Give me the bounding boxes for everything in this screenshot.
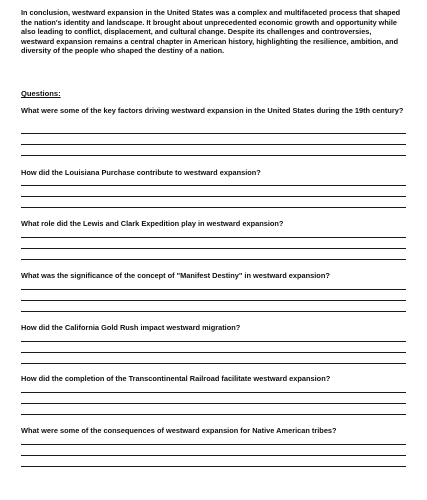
answer-line-6b[interactable] — [21, 403, 406, 404]
answer-line-3c[interactable] — [21, 259, 406, 260]
question-5 — [21, 323, 406, 333]
question-4 — [21, 271, 406, 281]
question-2-text: How did the Louisiana Purchase contribute to westward expansion? — [21, 168, 261, 177]
answer-line-3b[interactable] — [21, 248, 406, 249]
answer-line-2b[interactable] — [21, 196, 406, 197]
question-2 — [21, 168, 406, 178]
answer-line-7c[interactable] — [21, 466, 406, 467]
question-3 — [21, 219, 406, 229]
answer-line-5a[interactable] — [21, 341, 406, 342]
answer-line-2c[interactable] — [21, 207, 406, 208]
question-6-text: How did the completion of the Transcontinental Railroad facilitate westward expansion? — [21, 374, 331, 383]
answer-line-4b[interactable] — [21, 300, 406, 301]
question-1 — [21, 106, 406, 116]
questions-heading: Questions: — [21, 89, 61, 98]
answer-line-1a[interactable] — [21, 133, 406, 134]
answer-line-7b[interactable] — [21, 455, 406, 456]
question-7 — [21, 426, 406, 436]
answer-line-1c[interactable] — [21, 155, 406, 156]
answer-line-5b[interactable] — [21, 352, 406, 353]
answer-line-4a[interactable] — [21, 289, 406, 290]
answer-line-4c[interactable] — [21, 311, 406, 312]
answer-line-6c[interactable] — [21, 414, 406, 415]
answer-line-5c[interactable] — [21, 363, 406, 364]
answer-line-6a[interactable] — [21, 392, 406, 393]
question-6 — [21, 374, 406, 384]
intro-paragraph: In conclusion, westward expansion in the United States was a complex and multifaceted process that shaped the nation's identity and landscape. It brought about unprecedented economic growth and opportunity while also leading to conflict, displacement, and cultural change. Despite its challenges and controversies, westward expansion remains a central chapter in American history, highlighting the resilience, ambition, and diversity of the people who shaped the destiny of a nation. — [21, 8, 401, 55]
answer-line-3a[interactable] — [21, 237, 406, 238]
answer-line-1b[interactable] — [21, 144, 406, 145]
answer-line-7a[interactable] — [21, 444, 406, 445]
question-4-text: What was the significance of the concept of "Manifest Destiny" in westward expansion? — [21, 271, 330, 280]
question-1-text: What were some of the key factors driving westward expansion in the United States during the 19th century? — [21, 106, 404, 115]
question-7-text: What were some of the consequences of westward expansion for Native American tribes? — [21, 426, 337, 435]
answer-line-2a[interactable] — [21, 185, 406, 186]
question-5-text: How did the California Gold Rush impact westward migration? — [21, 323, 241, 332]
question-3-text: What role did the Lewis and Clark Expedition play in westward expansion? — [21, 219, 284, 228]
